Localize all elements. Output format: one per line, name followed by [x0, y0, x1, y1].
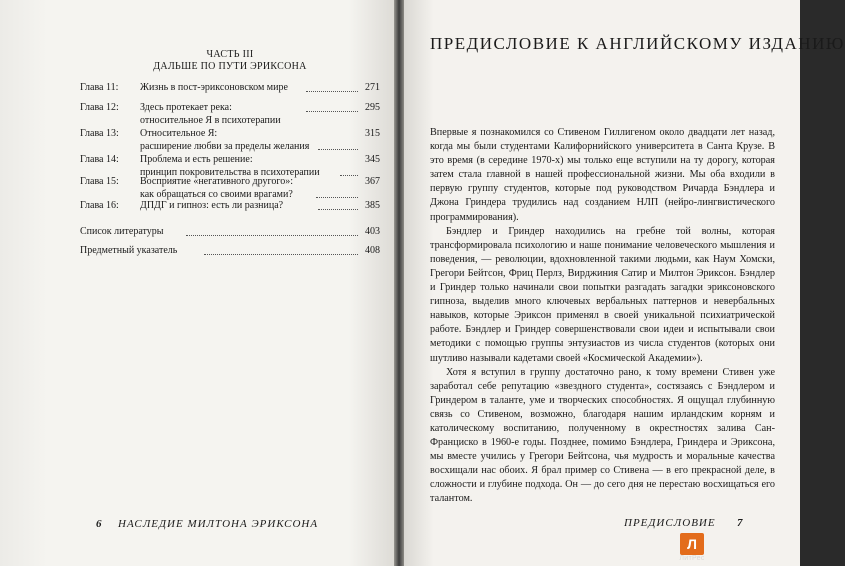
toc-entry — [80, 226, 380, 240]
toc-chapter: Глава 15: — [80, 176, 119, 187]
toc-title: ДПДГ и гипноз: есть ли разница? — [140, 200, 284, 211]
toc-page: 345 — [365, 154, 380, 165]
paragraph: Впервые я познакомился со Стивеном Гиллигеном около двадцати лет назад, когда мы были студентами Калифорнийского университета в Санта Крузе. В это время (в середине 1970-х) мы только еще вступили на ту дорогу, которая затем стала главной в нашей профессиональной жизни. Мы оба входили в первую группу студентов, которые под руководством Ричарда Бэндлера и Джона Гриндера трудились над созданием НЛП (нейро-лингвистического программирования). — [430, 127, 775, 223]
toc-entry — [80, 200, 380, 214]
toc-leader — [316, 197, 358, 198]
toc-page: 315 — [365, 128, 380, 139]
toc-title: Относительное Я: расширение любви за пределы желания — [140, 128, 310, 152]
toc-chapter: Глава 11: — [80, 82, 119, 93]
right-page-number: 7 — [737, 517, 743, 529]
toc-page: 385 — [365, 200, 380, 211]
toc-leader — [318, 149, 358, 150]
left-running-title: НАСЛЕДИЕ МИЛТОНА ЭРИКСОНА — [118, 518, 319, 530]
toc-leader — [186, 235, 358, 236]
toc-entry — [80, 82, 380, 96]
left-page-number: 6 — [96, 518, 102, 530]
preface-title: ПРЕДИСЛОВИЕ К АНГЛИЙСКОМУ ИЗДАНИЮ — [430, 34, 845, 53]
toc-title: Жизнь в пост-эриксоновском мире — [140, 82, 288, 93]
toc-chapter: Глава 14: — [80, 154, 119, 165]
toc-page: 271 — [365, 82, 380, 93]
toc-entry — [80, 245, 380, 259]
toc-title: Восприятие «негативного другого»: как обращаться со своими врагами? — [140, 176, 293, 200]
toc-chapter: Глава 12: — [80, 102, 119, 113]
toc-title: Список литературы — [80, 226, 164, 237]
toc-leader — [204, 254, 358, 255]
paragraph: Бэндлер и Гриндер находились на гребне той волны, которая трансформировала психологию и наше понимание человеческого мышления и поведения, — революции, вдохновленной такими людьми, как Наум Хомски, Грегори Бейтсон, Фриц Перлз, Вирджиния Сатир и Милтон Эриксон. Бэндлер и Гриндер только начинали свои попытки разгадать загадки эриксоновского гипноза, выделив много ключевых вербальных паттернов и невербальных навыков, которые Эриксон применял в своей уникальной психиатрической работе. Бэндлер и Гриндер совершенствовали свои идеи и испытывали свои методики с помощью группы энтузиастов из числа студентов (которых они шутливо называли кадетами своей «Космической Академии»). — [430, 225, 775, 364]
toc-page: 295 — [365, 102, 380, 113]
toc-page: 408 — [365, 245, 380, 256]
paragraph: Хотя я вступил в группу достаточно рано, к тому времени Стивен уже заработал себе репутацию «звездного студента», состязаясь с Бэндлером и Гриндером в таланте, уме и творческих способностях. Я ощущал глубинную связь со Стивеном, возможно, благодаря нашим ирландским корням и католическому воспитанию, полученному в окрестностях залива Сан-Франциско в 1960-е годы. Позднее, помимо Бэндлера, Гриндера и Эриксона, мы вместе учились у Грегори Бейтсона, чья мудрость и моральные качества восхищали нас обоих. Я брал пример со Стивена — в его прекрасной деле, в сложности и глубине подхода. Он — до сего дня не перестаю восхищаться его талантом. — [430, 366, 775, 505]
toc-leader — [318, 209, 358, 210]
book-gutter — [394, 0, 404, 566]
litres-logo-caption: ЛитРес — [679, 555, 705, 562]
toc-entry — [80, 128, 380, 154]
toc-title: Проблема и есть решение: принцип покровительства в психотерапии — [140, 154, 320, 178]
toc-entry — [80, 102, 380, 128]
preface-body — [430, 126, 775, 507]
toc-title: Предметный указатель — [80, 245, 178, 256]
litres-logo-icon: Л — [680, 533, 704, 555]
toc-leader — [306, 91, 358, 92]
toc-chapter: Глава 13: — [80, 128, 119, 139]
toc-chapter: Глава 16: — [80, 200, 119, 211]
toc-page: 367 — [365, 176, 380, 187]
part-label: ЧАСТЬ III — [206, 49, 254, 60]
right-running-title: ПРЕДИСЛОВИЕ — [624, 517, 716, 529]
toc-title: Здесь протекает река: относительное Я в психотерапии — [140, 102, 281, 126]
toc-entry — [80, 176, 380, 202]
toc-page: 403 — [365, 226, 380, 237]
part-title: ДАЛЬШЕ ПО ПУТИ ЭРИКСОНА — [153, 61, 307, 72]
toc-leader — [306, 111, 358, 112]
